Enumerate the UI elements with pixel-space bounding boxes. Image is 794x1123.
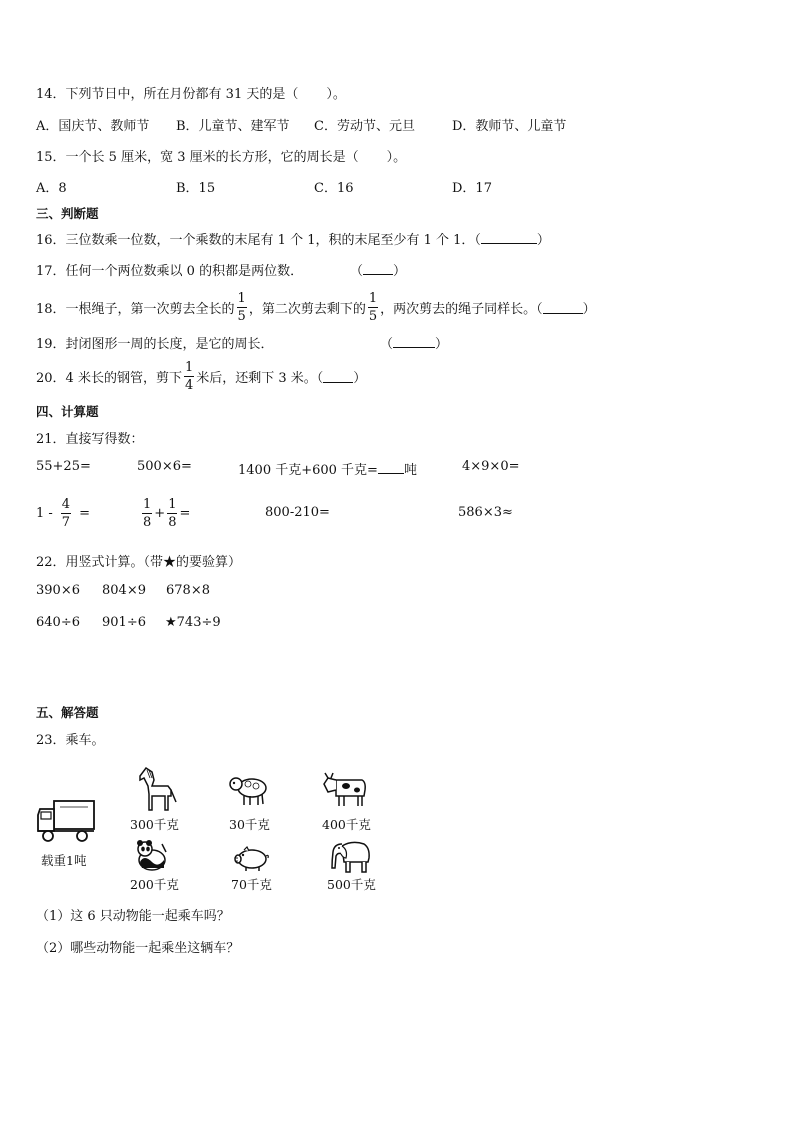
q16-stem: 16．三位数乘一位数，一个乘数的末尾有 1 个 1，积的末尾至少有 1 个 1．（ (36, 233, 481, 248)
fraction-one-eighth (142, 498, 152, 529)
calc-prefix: 1 - (36, 505, 53, 521)
horse-icon (138, 766, 178, 812)
answer-blank[interactable] (323, 370, 353, 383)
frac-numerator: 1 (368, 290, 378, 306)
question-22-title: 22．用竖式计算。（带★的要验算） (36, 555, 242, 570)
weight-label-cow: 400千克 (322, 817, 371, 832)
question-21-title: 21．直接写得数： (36, 432, 144, 447)
q20-stem: 20．4 米长的钢管，剪下 (36, 370, 182, 386)
q14-option-b[interactable]: B．儿童节、建军节 (176, 119, 290, 134)
calc-item: 800-210= (265, 505, 330, 520)
q18-stem-end: ，两次剪去的绳子同样长。（ (380, 301, 543, 317)
fraction-one-fifth (368, 292, 378, 323)
answer-blank[interactable] (543, 301, 583, 314)
calc-item-weight (238, 459, 417, 478)
question-15 (36, 146, 406, 165)
q14-stem: 14．下列节日中，所在月份都有 31 天的是（ (36, 87, 299, 102)
frac-numerator: 4 (61, 496, 71, 512)
q23-subquestion-1: （1）这 6 只动物能一起乘车吗？ (36, 909, 230, 924)
pig-icon (232, 846, 270, 872)
frac-denominator: 8 (168, 514, 177, 530)
q15-stem-end: ）。 (386, 150, 407, 165)
paren-close: ） (393, 264, 407, 279)
truck-icon (36, 797, 98, 845)
paren-close: ） (353, 370, 367, 386)
answer-blank[interactable] (481, 231, 537, 244)
weight-label-horse: 300千克 (130, 817, 179, 832)
question-23-title: 23．乘车。 (36, 733, 105, 748)
q15-option-d[interactable]: D．17 (452, 181, 492, 196)
vertical-calc-item: 678×8 (166, 583, 210, 598)
question-19 (36, 333, 274, 352)
section-title-judgement: 三、判断题 (36, 206, 99, 221)
vertical-calc-item: 901÷6 (102, 615, 146, 630)
vertical-calc-item: 640÷6 (36, 615, 80, 630)
calc-item-fraction-add (140, 493, 190, 533)
question-16 (36, 229, 550, 248)
answer-blank[interactable] (378, 461, 404, 474)
paren-close: ） (435, 337, 449, 352)
q15-stem: 15．一个长 5 厘米，宽 3 厘米的长方形，它的周长是（ (36, 150, 359, 165)
calc-item-fraction-subtract (36, 493, 90, 533)
weight-label-panda: 200千克 (130, 877, 179, 892)
q19-answer (380, 333, 448, 352)
q17-stem: 17．任何一个两位数乘以 0 的积都是两位数． (36, 264, 304, 279)
cow-icon (322, 772, 368, 808)
q17-answer (350, 260, 406, 279)
frac-denominator: 8 (143, 514, 152, 530)
fraction-one-quarter (184, 361, 194, 392)
frac-numerator: 1 (168, 496, 177, 512)
fraction-four-sevenths (61, 498, 71, 529)
q19-stem: 19．封闭图形一周的长度，是它的周长． (36, 337, 274, 352)
answer-blank[interactable] (393, 335, 435, 348)
q18-stem: 18．一根绳子，第一次剪去全长的 (36, 301, 235, 317)
frac-numerator: 1 (143, 496, 152, 512)
q18-stem-mid: ，第二次剪去剩下的 (248, 301, 366, 317)
paren-open: （ (380, 337, 394, 352)
calc-item: 55+25= (36, 459, 91, 474)
q14-option-d[interactable]: D．教师节、儿童节 (452, 119, 567, 134)
section-title-word-problems: 五、解答题 (36, 705, 99, 720)
calc-item: 586×3≈ (458, 505, 513, 520)
weight-label-sheep: 30千克 (229, 817, 270, 832)
weight-label-elephant: 500千克 (327, 877, 376, 892)
frac-numerator: 1 (184, 359, 194, 375)
equals-sign: = (79, 505, 90, 521)
q14-stem-end: ）。 (326, 87, 346, 102)
question-17 (36, 260, 303, 279)
q15-option-a[interactable]: A．8 (36, 181, 67, 196)
question-20 (36, 356, 366, 396)
vertical-calc-item: 804×9 (102, 583, 146, 598)
fraction-one-eighth (167, 498, 177, 529)
q15-option-c[interactable]: C．16 (314, 181, 354, 196)
calc-item: 4×9×0= (462, 459, 520, 474)
vertical-calc-item: 390×6 (36, 583, 80, 598)
frac-denominator: 4 (184, 377, 194, 393)
panda-icon (134, 840, 170, 872)
q20-stem-end: 米后，还剩下 3 米。（ (196, 370, 324, 386)
frac-denominator: 5 (237, 308, 246, 324)
frac-denominator: 7 (61, 514, 71, 530)
calc-item: 500×6= (137, 459, 192, 474)
paren-close: ） (582, 301, 596, 317)
fraction-one-fifth (237, 292, 247, 323)
weight-label-pig: 70千克 (231, 877, 272, 892)
section-title-calculation: 四、计算题 (36, 404, 99, 419)
frac-denominator: 5 (368, 308, 378, 324)
unit-label: 吨 (403, 463, 417, 478)
vertical-calc-item: ★743÷9 (165, 615, 221, 630)
plus-sign: + (154, 505, 166, 521)
frac-numerator: 1 (237, 290, 246, 306)
q14-option-a[interactable]: A．国庆节、教师节 (36, 119, 150, 134)
calc-expression: 1400 千克+600 千克= (238, 463, 378, 478)
paren-open: （ (350, 264, 364, 279)
q15-option-b[interactable]: B．15 (176, 181, 216, 196)
sheep-icon (228, 772, 270, 808)
paren-close: ） (536, 233, 550, 248)
question-18 (36, 287, 596, 327)
question-14 (36, 83, 346, 102)
q14-option-c[interactable]: C．劳动节、元旦 (314, 119, 415, 134)
elephant-icon (328, 838, 372, 874)
q23-subquestion-2: （2）哪些动物能一起乘坐这辆车？ (36, 941, 240, 956)
answer-blank[interactable] (363, 262, 393, 275)
truck-capacity-label: 载重1吨 (41, 853, 87, 868)
equals-sign: = (179, 505, 191, 521)
